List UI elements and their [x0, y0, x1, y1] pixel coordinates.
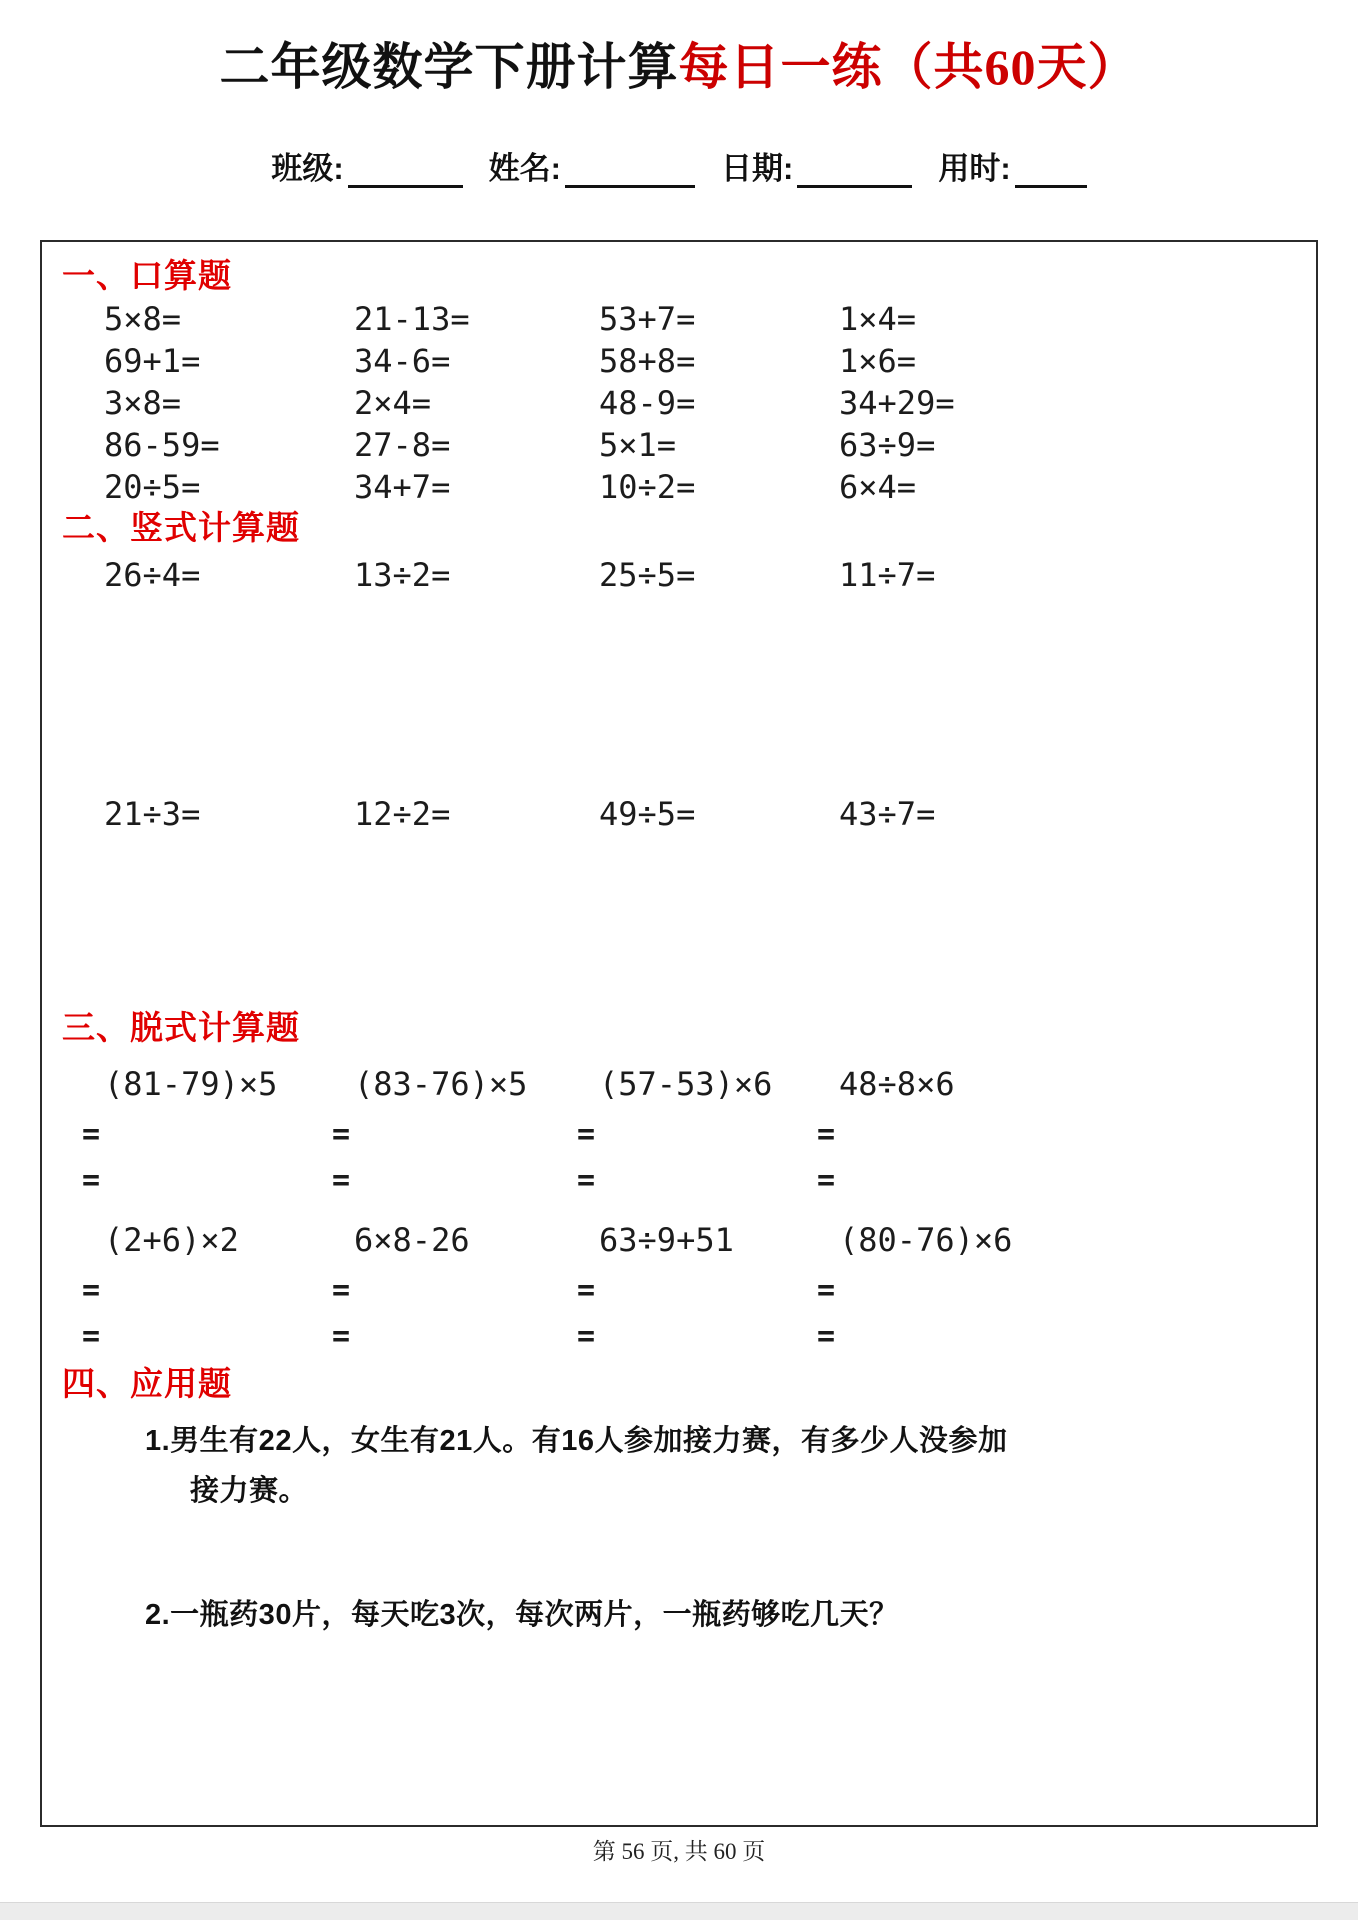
vertical-working-space: [42, 834, 1316, 1004]
oral-problem: 21-13=: [354, 299, 470, 338]
equals-sign: =: [817, 1319, 836, 1354]
stepwise-equals-row: [42, 1314, 1316, 1360]
class-field: [271, 143, 462, 188]
stepwise-problem: 48÷8×6: [839, 1064, 955, 1103]
oral-problem: 27-8=: [354, 425, 451, 464]
stepwise-problem: (57-53)×6: [599, 1064, 773, 1103]
oral-problem: 6×4=: [839, 467, 917, 506]
equals-sign: =: [82, 1273, 101, 1308]
stepwise-equals-row: [42, 1268, 1316, 1314]
stepwise-problem: 6×8-26: [354, 1220, 470, 1259]
word-problem-1-line-1: 1.男生有22人，女生有21人。有16人参加接力赛，有多少人没参加: [145, 1424, 1008, 1457]
time-field: [938, 143, 1086, 188]
page-bottom-strip: [0, 1902, 1358, 1920]
equals-sign: =: [577, 1163, 596, 1198]
oral-problem: 58+8=: [599, 341, 696, 380]
equals-sign: =: [332, 1319, 351, 1354]
equals-sign: =: [332, 1163, 351, 1198]
section-word-heading: 四、应用题: [62, 1364, 232, 1402]
oral-problems-grid: [42, 298, 1316, 508]
stepwise-problems-row-2: [42, 1220, 1316, 1260]
vertical-problem: 25÷5=: [599, 555, 696, 594]
oral-problem: 48-9=: [599, 383, 696, 422]
equals-sign: =: [817, 1273, 836, 1308]
stepwise-equals-row: [42, 1158, 1316, 1204]
page-title: [0, 0, 1358, 99]
name-label: 姓名:: [488, 150, 561, 186]
page-title-red: 每日一练（共60天）: [678, 39, 1139, 95]
stepwise-problem: (80-76)×6: [839, 1220, 1013, 1259]
vertical-problem: 49÷5=: [599, 794, 696, 833]
equals-sign: =: [82, 1163, 101, 1198]
oral-problem: 5×8=: [104, 299, 182, 338]
vertical-problem: 13÷2=: [354, 555, 451, 594]
page-footer: 第 56 页, 共 60 页: [592, 1838, 766, 1864]
oral-problem: 63÷9=: [839, 425, 936, 464]
equals-sign: =: [817, 1163, 836, 1198]
oral-problem: 2×4=: [354, 383, 432, 422]
name-field: [489, 143, 695, 188]
date-label: 日期:: [721, 150, 794, 186]
equals-sign: =: [577, 1117, 596, 1152]
class-blank-line: [348, 152, 463, 188]
oral-problem: 86-59=: [104, 425, 220, 464]
vertical-working-space: [42, 595, 1316, 794]
section-oral-heading: 一、口算题: [62, 256, 232, 294]
oral-problem: 34-6=: [354, 341, 451, 380]
word-problem-1: [42, 1416, 1316, 1516]
vertical-problems-row-1: [42, 555, 1316, 595]
stepwise-equals-row: [42, 1112, 1316, 1158]
vertical-problem: 43÷7=: [839, 794, 936, 833]
equals-sign: =: [332, 1117, 351, 1152]
header-fields: [0, 143, 1358, 188]
worksheet-box: [40, 240, 1318, 1827]
time-label: 用时:: [938, 150, 1011, 186]
oral-problem: 1×4=: [839, 299, 917, 338]
time-blank-line: [1015, 152, 1087, 188]
section-vertical-heading: 二、竖式计算题: [62, 508, 300, 546]
vertical-problem: 11÷7=: [839, 555, 936, 594]
oral-problem: 1×6=: [839, 341, 917, 380]
vertical-problems-row-2: [42, 794, 1316, 834]
vertical-problem: 12÷2=: [354, 794, 451, 833]
oral-problem: 53+7=: [599, 299, 696, 338]
page-title-black: 二年级数学下册计算: [219, 39, 679, 95]
stepwise-problem: (2+6)×2: [104, 1220, 239, 1259]
stepwise-problems-row-1: [42, 1064, 1316, 1104]
word-problem-2: 2.一瓶药30片，每天吃3次，每次两片，一瓶药够吃几天？: [145, 1598, 899, 1631]
oral-problem: 5×1=: [599, 425, 677, 464]
equals-sign: =: [332, 1273, 351, 1308]
word-problem-1-line-2: 接力赛。: [190, 1474, 309, 1507]
oral-problem: 34+7=: [354, 467, 451, 506]
equals-sign: =: [82, 1117, 101, 1152]
oral-problem: 20÷5=: [104, 467, 201, 506]
date-field: [721, 143, 912, 188]
equals-sign: =: [577, 1273, 596, 1308]
oral-problem: 10÷2=: [599, 467, 696, 506]
stepwise-problem: (81-79)×5: [104, 1064, 278, 1103]
stepwise-problem: 63÷9+51: [599, 1220, 734, 1259]
equals-sign: =: [817, 1117, 836, 1152]
class-label: 班级:: [271, 150, 344, 186]
oral-problem: 3×8=: [104, 383, 182, 422]
equals-sign: =: [577, 1319, 596, 1354]
oral-problem: 34+29=: [839, 383, 955, 422]
date-blank-line: [797, 152, 912, 188]
oral-problem: 69+1=: [104, 341, 201, 380]
vertical-problem: 26÷4=: [104, 555, 201, 594]
section-stepwise-heading: 三、脱式计算题: [62, 1008, 300, 1046]
equals-sign: =: [82, 1319, 101, 1354]
stepwise-problem: (83-76)×5: [354, 1064, 528, 1103]
name-blank-line: [565, 152, 695, 188]
vertical-problem: 21÷3=: [104, 794, 201, 833]
